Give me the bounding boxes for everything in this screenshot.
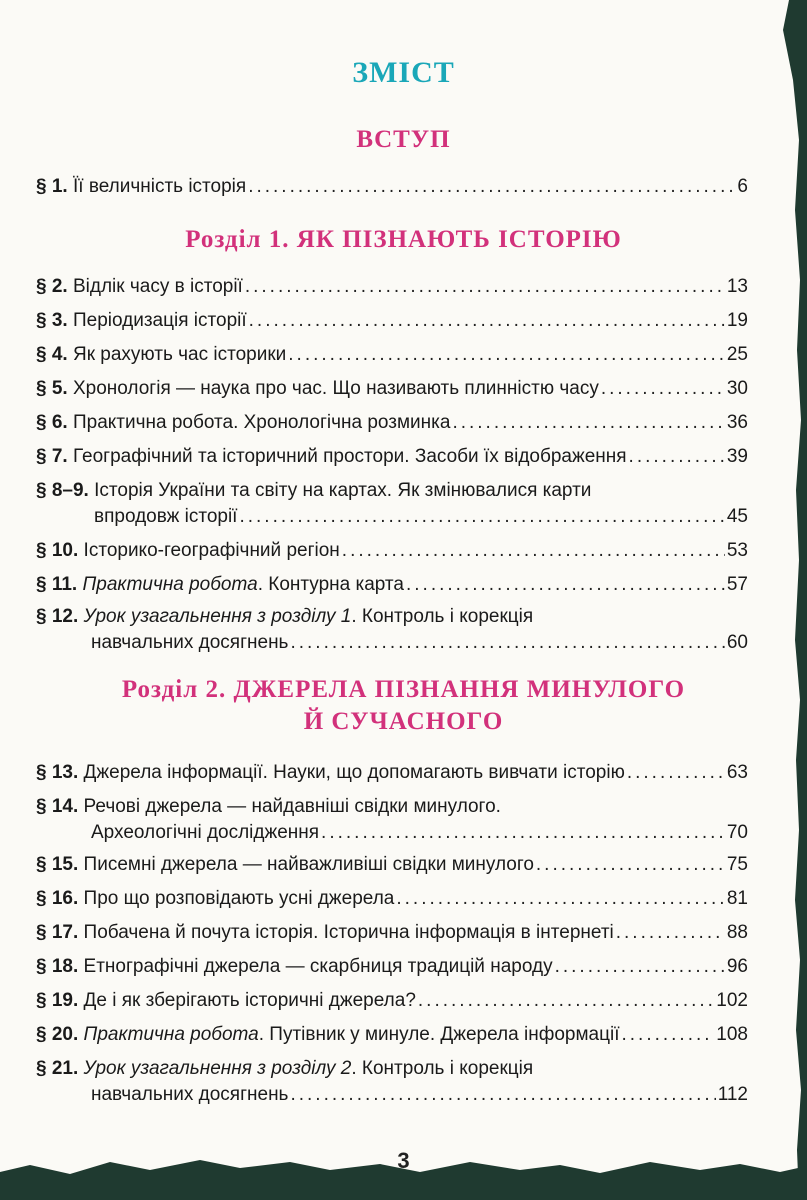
entry-title: Джерела інформації. Науки, що допомагають вивчати історію	[83, 762, 625, 783]
toc-entry[interactable]	[36, 342, 748, 368]
entry-title: Історія України та світу на картах. Як змінювалися карти	[94, 480, 592, 501]
entry-number: § 10.	[36, 540, 79, 561]
toc-entry[interactable]	[36, 920, 748, 946]
entry-title-continued: навчальних досягнень	[91, 632, 289, 653]
leader-dots	[248, 174, 735, 200]
toc-entry[interactable]	[36, 410, 748, 436]
entry-title: Географічний та історичний простори. Засоби їх відображення	[72, 446, 627, 467]
section-title-intro: ВСТУП	[356, 126, 451, 153]
toc-entry[interactable]	[36, 886, 748, 912]
entry-title: Етнографічні джерела — скарбниця традицій народу	[83, 956, 553, 977]
section-title-2: Розділ 2. ДЖЕРЕЛА ПІЗНАННЯ МИНУЛОГО	[121, 676, 686, 703]
entry-page: 96	[726, 956, 748, 977]
entry-title: Хронологія — наука про час. Що називають плинністю часу	[72, 378, 599, 399]
entry-number: § 19.	[36, 990, 79, 1011]
entry-page: 25	[726, 344, 748, 365]
entry-title: Де і як зберігають історичні джерела?	[83, 990, 416, 1011]
entry-title: Про що розповідають усні джерела	[83, 888, 395, 909]
toc-entry[interactable]	[36, 478, 748, 530]
entry-title: Історико-географічний регіон	[83, 540, 340, 561]
toc-entry[interactable]	[36, 988, 748, 1014]
entry-page: 13	[726, 276, 748, 297]
leader-dots	[249, 308, 725, 334]
entry-page: 75	[726, 854, 748, 875]
entry-title: . Контроль і корекція	[351, 1058, 534, 1079]
entry-title: . Контурна карта	[257, 574, 404, 595]
torn-right-edge	[769, 0, 807, 1200]
entry-number: § 11.	[36, 574, 78, 595]
entry-title: Писемні джерела — найважливіші свідки минулого	[83, 854, 534, 875]
entry-title-italic: Практична робота	[83, 1024, 259, 1045]
toc-entry[interactable]	[36, 444, 748, 470]
entry-title: Її величність історія	[72, 176, 247, 197]
leader-dots	[239, 504, 724, 530]
entry-page: 102	[716, 990, 748, 1011]
leader-dots	[321, 820, 725, 846]
entry-number: § 7.	[36, 446, 68, 467]
entry-number: § 20.	[36, 1024, 79, 1045]
toc-entry[interactable]	[36, 572, 748, 598]
entry-page: 88	[726, 922, 748, 943]
entry-page: 63	[726, 762, 748, 783]
leader-dots	[290, 1082, 715, 1108]
entry-title-italic: Практична робота	[82, 574, 258, 595]
section-title-2-line2: Й СУЧАСНОГО	[303, 708, 504, 735]
leader-dots	[290, 630, 724, 656]
leader-dots	[627, 760, 725, 786]
entry-number: § 14.	[36, 796, 79, 817]
entry-number: § 18.	[36, 956, 79, 977]
entry-page: 70	[726, 822, 748, 843]
leader-dots	[406, 572, 725, 598]
entry-title: Відлік часу в історії	[72, 276, 243, 297]
entry-page: 36	[726, 412, 748, 433]
entry-page: 45	[726, 506, 748, 527]
leader-dots	[342, 538, 725, 564]
entry-number: § 17.	[36, 922, 79, 943]
entry-title-continued: впродовж історії	[94, 506, 238, 527]
toc-entry[interactable]	[36, 604, 748, 656]
entry-page: 108	[716, 1024, 748, 1045]
entry-title-italic: Урок узагальнення з розділу 1	[83, 606, 352, 627]
toc-entry[interactable]	[36, 538, 748, 564]
entry-title: Практична робота. Хронологічна розминка	[72, 412, 451, 433]
entry-number: § 6.	[36, 412, 68, 433]
leader-dots	[452, 410, 724, 436]
page-number: 3	[397, 1148, 410, 1173]
toc-entry[interactable]	[36, 274, 748, 300]
entry-page: 112	[717, 1084, 748, 1105]
entry-number: § 2.	[36, 276, 68, 297]
entry-title: Як рахують час історики	[72, 344, 287, 365]
toc-entry[interactable]	[36, 174, 748, 200]
entry-title: Побачена й почута історія. Історична інформація в інтернеті	[83, 922, 614, 943]
entry-number: § 4.	[36, 344, 68, 365]
entry-page: 53	[726, 540, 748, 561]
entry-title: . Путівник у минуле. Джерела інформації	[258, 1024, 620, 1045]
entry-title-italic: Урок узагальнення з розділу 2	[83, 1058, 352, 1079]
entry-page: 39	[726, 446, 748, 467]
leader-dots	[288, 342, 725, 368]
toc-entry[interactable]	[36, 954, 748, 980]
page-title: ЗМІСТ	[352, 56, 455, 89]
entry-page: 57	[726, 574, 748, 595]
leader-dots	[616, 920, 725, 946]
toc-entry[interactable]	[36, 308, 748, 334]
entry-page: 19	[726, 310, 748, 331]
toc-entry[interactable]	[36, 1022, 748, 1048]
entry-title-continued: Археологічні дослідження	[91, 822, 320, 843]
entry-number: § 16.	[36, 888, 79, 909]
leader-dots	[555, 954, 725, 980]
entry-number: § 13.	[36, 762, 79, 783]
entry-number: § 5.	[36, 378, 68, 399]
entry-page: 6	[737, 176, 748, 197]
toc-entry[interactable]	[36, 1056, 748, 1108]
leader-dots	[536, 852, 725, 878]
entry-title: . Контроль і корекція	[351, 606, 534, 627]
leader-dots	[621, 1022, 714, 1048]
entry-number: § 1.	[36, 176, 68, 197]
entry-page: 81	[726, 888, 748, 909]
entry-title: Періодизація історії	[72, 310, 247, 331]
entry-number: § 21.	[36, 1058, 79, 1079]
section-title-1: Розділ 1. ЯК ПІЗНАЮТЬ ІСТОРІЮ	[185, 226, 622, 253]
toc-entry[interactable]	[36, 376, 748, 402]
entry-number: § 3.	[36, 310, 68, 331]
entry-title: Речові джерела — найдавніші свідки минулого.	[83, 796, 501, 817]
leader-dots	[396, 886, 725, 912]
entry-page: 60	[726, 632, 748, 653]
leader-dots	[629, 444, 725, 470]
leader-dots	[601, 376, 725, 402]
leader-dots	[245, 274, 725, 300]
entry-number: § 15.	[36, 854, 79, 875]
toc-entry[interactable]	[36, 852, 748, 878]
entry-title-continued: навчальних досягнень	[91, 1084, 289, 1105]
entry-page: 30	[726, 378, 748, 399]
toc-entry[interactable]	[36, 760, 748, 786]
entry-number: § 12.	[36, 606, 79, 627]
toc-entry[interactable]	[36, 794, 748, 846]
leader-dots	[418, 988, 714, 1014]
entry-number: § 8–9.	[36, 480, 89, 501]
